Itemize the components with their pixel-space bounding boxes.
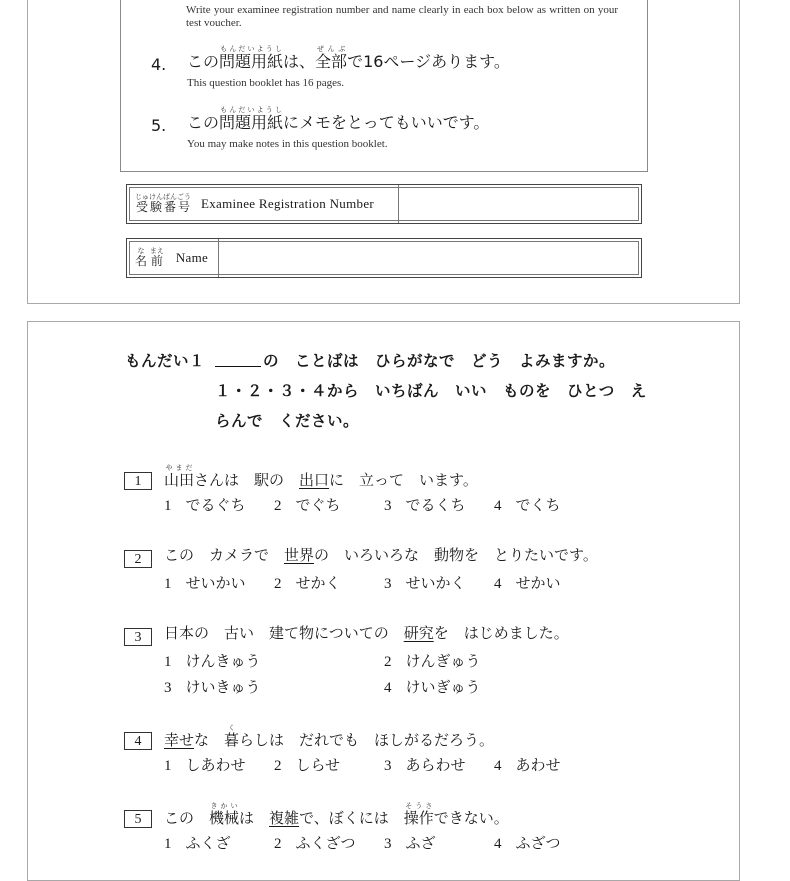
question-number: 2	[124, 550, 152, 568]
cover-page	[27, 0, 740, 304]
question-text: 日本の 古い 建て物についての 研究を はじめました。	[164, 624, 569, 642]
instruction-3-english: Write your examinee registration number and name clearly in each box below as written on your test voucher.	[186, 4, 618, 29]
instruction-line-1: の ことばは ひらがなで どう よみますか。	[215, 346, 615, 376]
registration-number-label: 受験番号じゅけんばんごう Examinee Registration Number	[127, 185, 399, 223]
blank-line	[215, 352, 261, 367]
instruction-number: 4.	[151, 55, 167, 74]
question-number: 4	[124, 732, 152, 750]
option-1[interactable]: 1 ふくざ	[164, 834, 231, 852]
instruction-number: 5.	[151, 116, 167, 135]
instruction-japanese: この問題用紙もんだいようしは、全部ぜんぶで16ページあります。	[187, 45, 510, 71]
option-2[interactable]: 2 せかく	[274, 574, 341, 592]
option-1[interactable]: 1 しあわせ	[164, 756, 246, 774]
instructions-box	[120, 0, 648, 172]
name-label: 名な 前まえ Name	[127, 239, 219, 277]
question-number: 3	[124, 628, 152, 646]
instruction-english: You may make notes in this question booklet.	[187, 138, 388, 150]
option-1[interactable]: 1 せいかい	[164, 574, 246, 592]
option-4[interactable]: 4 けいぎゅう	[384, 678, 481, 696]
instruction-japanese: この問題用紙もんだいようしにメモをとってもいいです。	[187, 106, 490, 132]
option-2[interactable]: 2 ふくざつ	[274, 834, 356, 852]
question-text: 山田やまださんは 駅の 出口に 立って います。	[164, 464, 478, 489]
option-3[interactable]: 3 あらわせ	[384, 756, 466, 774]
registration-number-box	[126, 184, 642, 224]
question-number: 5	[124, 810, 152, 828]
question-page	[27, 321, 740, 881]
option-4[interactable]: 4 ふざつ	[494, 834, 561, 852]
option-2[interactable]: 2 けんぎゅう	[384, 652, 481, 670]
instruction-line-2: １・２・３・４から いちばん いい ものを ひとつ え	[215, 382, 647, 400]
question-text: 幸せな 暮くらしは だれでも ほしがるだろう。	[164, 724, 495, 749]
option-3[interactable]: 3 でるくち	[384, 496, 466, 514]
option-2[interactable]: 2 しらせ	[274, 756, 341, 774]
option-3[interactable]: 3 けいきゅう	[164, 678, 261, 696]
option-4[interactable]: 4 あわせ	[494, 756, 561, 774]
option-4[interactable]: 4 せかい	[494, 574, 561, 592]
option-1[interactable]: 1 でるぐち	[164, 496, 246, 514]
question-text: この 機械きかいは 複雑で、ぼくには 操作そうさできない。	[164, 802, 509, 827]
option-3[interactable]: 3 せいかく	[384, 574, 466, 592]
instruction-english: This question booklet has 16 pages.	[187, 77, 345, 89]
instruction-line-3: らんで ください。	[215, 412, 360, 430]
option-1[interactable]: 1 けんきゅう	[164, 652, 261, 670]
registration-number-field[interactable]	[403, 189, 637, 219]
name-field[interactable]	[223, 243, 637, 273]
question-number: 1	[124, 472, 152, 490]
name-box	[126, 238, 642, 278]
option-2[interactable]: 2 でぐち	[274, 496, 341, 514]
question-text: この カメラで 世界の いろいろな 動物を とりたいです。	[164, 546, 598, 564]
option-4[interactable]: 4 でくち	[494, 496, 561, 514]
option-3[interactable]: 3 ふざ	[384, 834, 436, 852]
mondai-label: もんだい１	[125, 352, 206, 370]
